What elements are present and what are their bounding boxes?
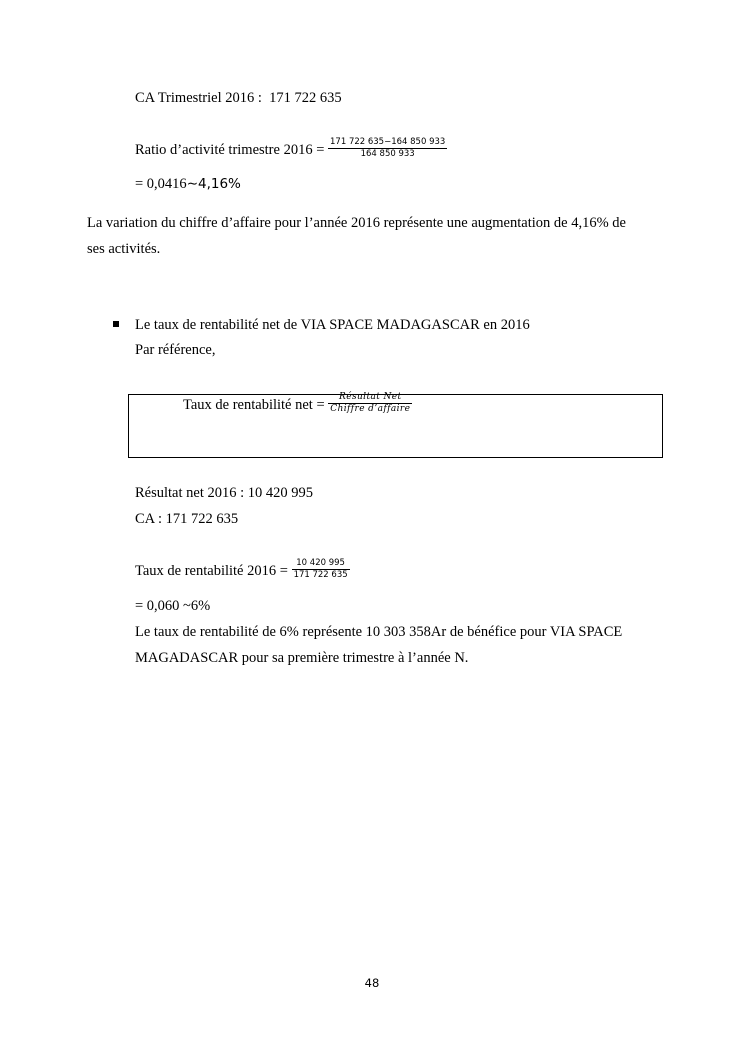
rentabilite-formula (135, 560, 350, 583)
ratio-result-left: = 0,0416 (135, 176, 187, 192)
formula-box-content (183, 394, 412, 417)
formula-box-fraction (328, 392, 412, 415)
page-number: 48 (364, 976, 380, 990)
ratio-result (135, 176, 241, 193)
variation-paragraph-line-2: ses activités. (87, 241, 161, 257)
ca-label: CA Trimestriel 2016 : (135, 90, 262, 106)
ratio-formula (135, 139, 447, 162)
ratio-numerator: 171 722 635−164 850 933 (330, 137, 446, 147)
formula-box (128, 394, 663, 458)
formula-box-label: Taux de rentabilité net = (183, 396, 325, 413)
reference-text: Par référence, (135, 342, 216, 358)
ca-trimestriel-line (135, 90, 342, 107)
rentabilite-fraction (292, 558, 350, 581)
conclusion-line-2: MAGADASCAR pour sa première trimestre à l’année N. (135, 650, 469, 666)
rentabilite-numerator: 10 420 995 (292, 558, 350, 570)
ratio-fraction (328, 137, 447, 160)
rentabilite-denominator: 171 722 635 (293, 570, 348, 580)
ratio-denominator: 164 850 933 (360, 149, 415, 159)
ratio-result-right: ∼4,16% (186, 176, 241, 192)
bullet-square-icon (113, 321, 119, 327)
bullet-item-text: Le taux de rentabilité net de VIA SPACE MADAGASCAR en 2016 (135, 317, 530, 333)
rentabilite-result: = 0,060 ~6% (135, 598, 211, 614)
formula-box-numerator: Résultat Net (328, 392, 412, 404)
resultat-net-line: Résultat net 2016 : 10 420 995 (135, 485, 314, 501)
ca-value: 171 722 635 (269, 90, 342, 106)
ratio-label: Ratio d’activité trimestre 2016 = (135, 141, 325, 158)
variation-paragraph-line-1: La variation du chiffre d’affaire pour l’année 2016 représente une augmentation de 4,16% de (87, 215, 626, 231)
rentabilite-label: Taux de rentabilité 2016 = (135, 562, 288, 579)
ca-value-line: CA : 171 722 635 (135, 511, 239, 527)
formula-box-denominator: Chiffre d’affaire (330, 404, 411, 414)
conclusion-line-1: Le taux de rentabilité de 6% représente 10 303 358Ar de bénéfice pour VIA SPACE (135, 624, 623, 640)
